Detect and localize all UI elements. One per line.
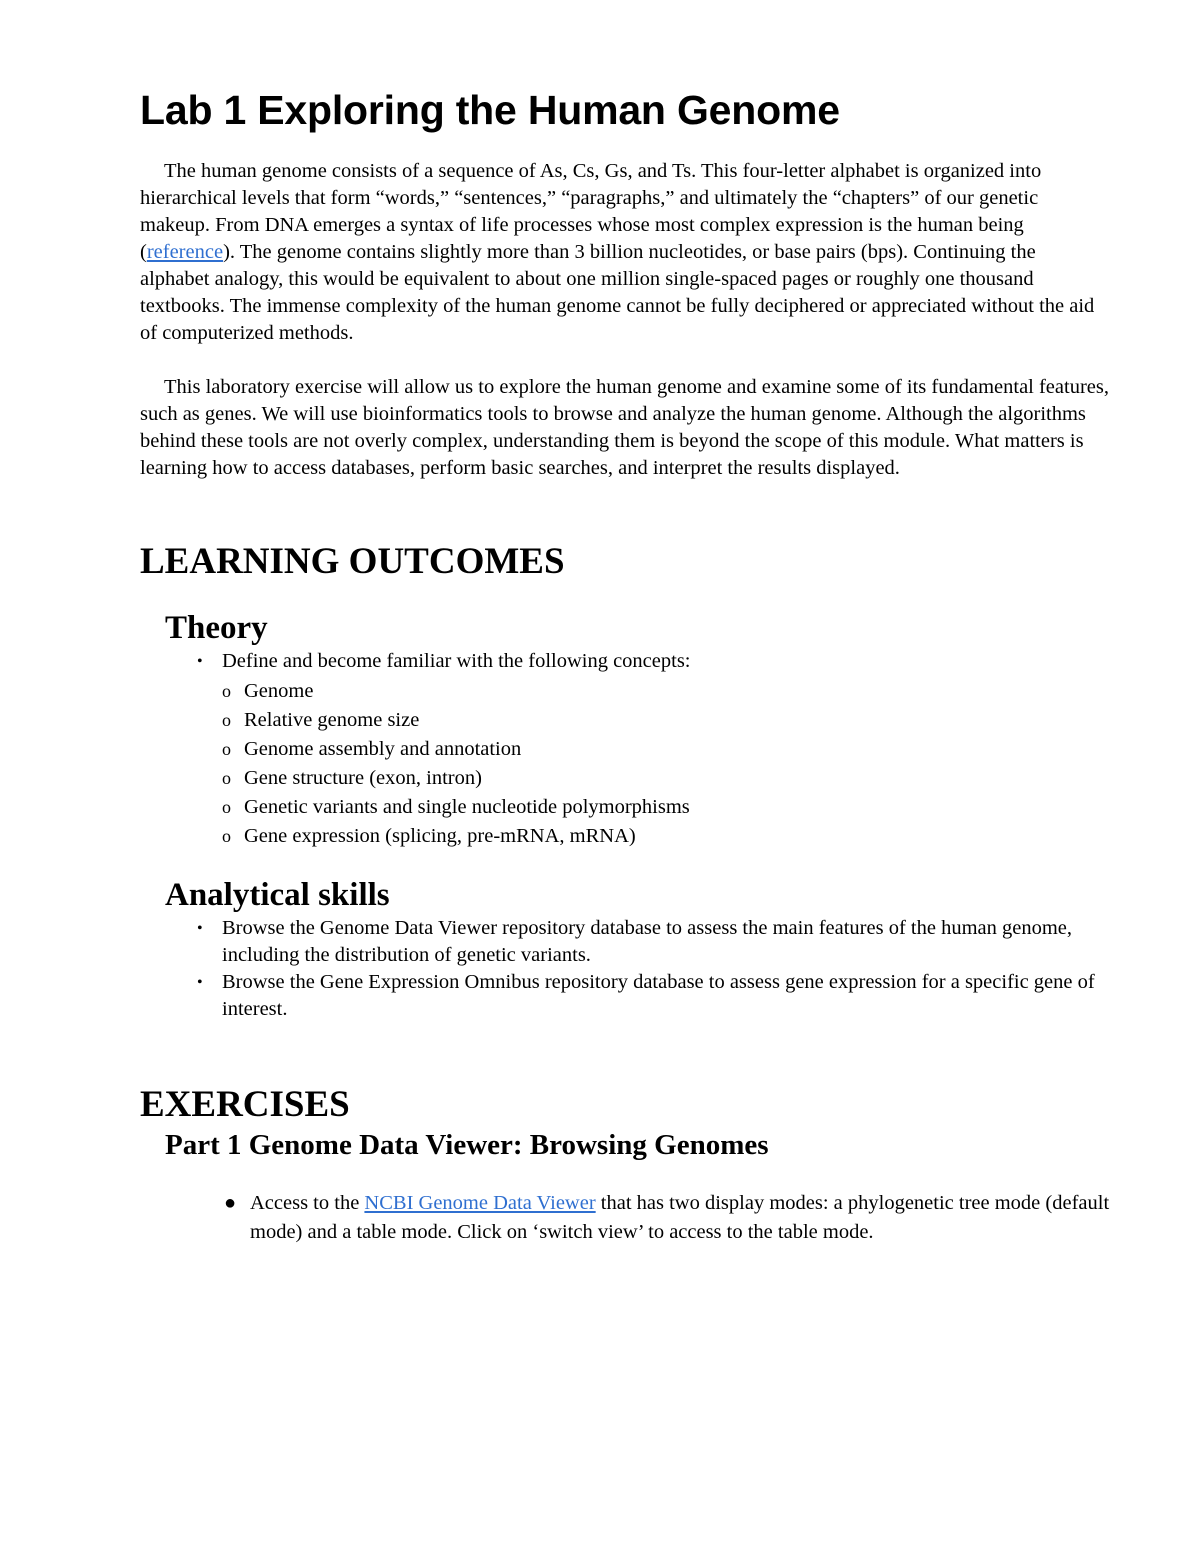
sub-bullet-icon: o: [222, 710, 231, 730]
list-item: [140, 915, 1110, 969]
sub-bullet-icon: o: [222, 768, 231, 788]
theory-list: [140, 648, 1110, 851]
sub-bullet-icon: o: [222, 797, 231, 817]
exercises-heading: EXERCISES: [140, 1084, 350, 1125]
list-item: [140, 648, 1110, 851]
bullet-icon: •: [197, 920, 203, 937]
analytical-skill-item: Browse the Gene Expression Omnibus repository database to assess gene expression for a specific gene of interest.: [222, 971, 1095, 1020]
sub-bullet-icon: o: [222, 826, 231, 846]
list-item: [222, 764, 1110, 793]
document-page: [140, 80, 1110, 1247]
concept-item: Genome: [244, 680, 314, 702]
part1-list: [140, 1189, 1110, 1247]
list-item: [222, 706, 1110, 735]
part1-text-end: that has two display modes: a phylogenetic tree mode (default mode) and a table mode. Click on ‘switch view’ to access to the table mode.: [250, 1192, 1110, 1243]
reference-link[interactable]: reference: [146, 241, 224, 263]
list-item: [222, 793, 1110, 822]
concept-item: Gene structure (exon, intron): [244, 767, 482, 789]
analytical-skills-heading: Analytical skills: [165, 877, 390, 913]
list-item: [222, 735, 1110, 764]
concept-item: Genome assembly and annotation: [244, 738, 522, 760]
bullet-icon: •: [197, 653, 203, 670]
concept-item: Relative genome size: [244, 709, 420, 731]
part1-text-start: Access to the: [250, 1192, 365, 1214]
concept-item: Gene expression (splicing, pre-mRNA, mRNA): [244, 825, 636, 847]
bullet-icon: •: [197, 974, 203, 991]
concept-item: Genetic variants and single nucleotide polymorphisms: [244, 796, 690, 818]
analytical-skill-item: Browse the Genome Data Viewer repository database to assess the main features of the human genome, including the distribution of genetic variants.: [222, 917, 1073, 966]
sub-bullet-icon: o: [222, 681, 231, 701]
document-title: Lab 1 Exploring the Human Genome: [140, 87, 840, 133]
part1-heading: Part 1 Genome Data Viewer: Browsing Genomes: [165, 1129, 769, 1161]
analytical-skills-list: [140, 915, 1110, 1023]
theory-heading: Theory: [165, 610, 268, 646]
list-item: [222, 677, 1110, 706]
ncbi-genome-data-viewer-link[interactable]: NCBI Genome Data Viewer: [364, 1192, 596, 1214]
intro-p1-text-end: ). The genome contains slightly more than 3 billion nucleotides, or base pairs (bps). Continuing the alphabet analogy, this would be equivalent to about one million single-spaced pages or roughly one thousand textbooks. The immense complexity of the human genome cannot be fully deciphered or appreciated without the aid of computerized methods.: [140, 241, 1095, 344]
intro-paragraph-2: This laboratory exercise will allow us to explore the human genome and examine some of its fundamental features, such as genes. We will use bioinformatics tools to browse and analyze the human genome. Although the algorithms behind these tools are not overly complex, understanding them is beyond the scope of this module. What matters is learning how to access databases, perform basic searches, and interpret the results displayed.: [140, 376, 1109, 479]
intro-paragraph-1: [140, 158, 1110, 347]
intro-p1-text-start: The human genome consists of a sequence of As, Cs, Gs, and Ts. This four-letter alphabet is organized into hierarchical levels that form “words,” “sentences,” “paragraphs,” and ultimately the “chapters” of our genetic makeup. From DNA emerges a syntax of life processes whose most complex expression is the human being (: [140, 160, 1042, 263]
list-item: [222, 822, 1110, 851]
bullet-icon: ●: [224, 1192, 237, 1214]
theory-bullet-text: Define and become familiar with the following concepts:: [222, 650, 691, 672]
list-item: [140, 969, 1110, 1023]
list-item: [140, 1189, 1110, 1247]
concepts-sublist: [222, 677, 1110, 851]
sub-bullet-icon: o: [222, 739, 231, 759]
learning-outcomes-heading: LEARNING OUTCOMES: [140, 541, 565, 582]
